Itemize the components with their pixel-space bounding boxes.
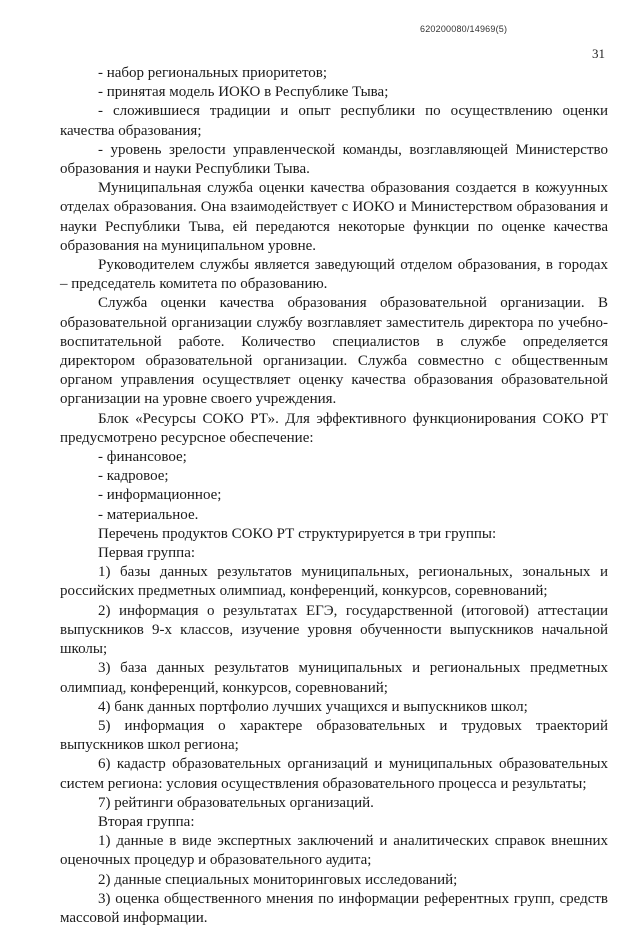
paragraph: - информационное; (98, 487, 222, 504)
paragraph: Служба оценки качества образования образовательной организации. В образовательной организации службу возглавляет заместитель директора по учебно-воспитательной работе. Количество специалистов в службе определяется директором образовательной организации. Служба совместно с общественным органом управления осуществляет оценку качества образования образовательной организации на уровне своего учреждения. (60, 295, 608, 408)
paragraph: 1) базы данных результатов муниципальных, региональных, зональных и российских предметных олимпиад, конференций, конкурсов, соревнований; (60, 564, 608, 600)
paragraph: - сложившиеся традиции и опыт республики по осуществлению оценки качества образования; (60, 103, 608, 139)
paragraph: - финансовое; (98, 449, 187, 466)
paragraph: - набор региональных приоритетов; (98, 65, 328, 81)
paragraph: 2) информация о результатах ЕГЭ, государственной (итоговой) аттестации выпускников 9-х классов, изучение уровня обученности выпускников начальной школы; (60, 602, 608, 658)
paragraph: 1) данные в виде экспертных заключений и аналитических справок внешних оценочных процедур и образовательного аудита; (60, 833, 608, 869)
paragraph: - кадровое; (98, 468, 169, 485)
paragraph: 2) данные специальных мониторинговых исследований; (98, 871, 458, 888)
paragraph: - принятая модель ИОКО в Республике Тыва; (98, 84, 389, 101)
body-text (60, 64, 608, 928)
paragraph: 7) рейтинги образовательных организаций. (98, 794, 374, 811)
paragraph: - уровень зрелости управленческой команды, возглавляющей Министерство образования и науки Республики Тыва. (60, 141, 608, 178)
paragraph: 4) банк данных портфолио лучших учащихся и выпускников школ; (98, 698, 528, 715)
paragraph: - материальное. (98, 506, 199, 523)
paragraph: 3) база данных результатов муниципальных и региональных предметных олимпиад, конференций, конкурсов, соревнований; (60, 660, 608, 696)
paragraph: Вторая группа: (98, 813, 195, 830)
paragraph: Руководителем службы является заведующий отделом образования, в городах – председатель комитета по образованию. (60, 257, 608, 293)
paragraph: 3) оценка общественного мнения по информации референтных групп, средств массовой информации. (60, 890, 608, 926)
paragraph: Муниципальная служба оценки качества образования создается в кожуунных отделах образования. Она взаимодействует с ИОКО и Министерством образования и науки Республики Тыва, ей передаются некоторые функции по оценке качества образования на муниципальном уровне. (60, 180, 608, 254)
paragraph: Блок «Ресурсы СОКО РТ». Для эффективного функционирования СОКО РТ предусмотрено ресурсное обеспечение: (60, 410, 608, 446)
paragraph: Первая группа: (98, 545, 196, 562)
paragraph: 6) кадастр образовательных организаций и муниципальных образовательных систем региона: условия осуществления образовательного процесса и результаты; (60, 756, 608, 792)
paragraph: 5) информация о характере образовательных и трудовых траекторий выпускников школ региона; (60, 717, 608, 754)
document-code: 620200080/14969(5) (420, 24, 508, 34)
page-number: 31 (592, 46, 605, 61)
paragraph: Перечень продуктов СОКО РТ структурируется в три группы: (98, 525, 497, 542)
